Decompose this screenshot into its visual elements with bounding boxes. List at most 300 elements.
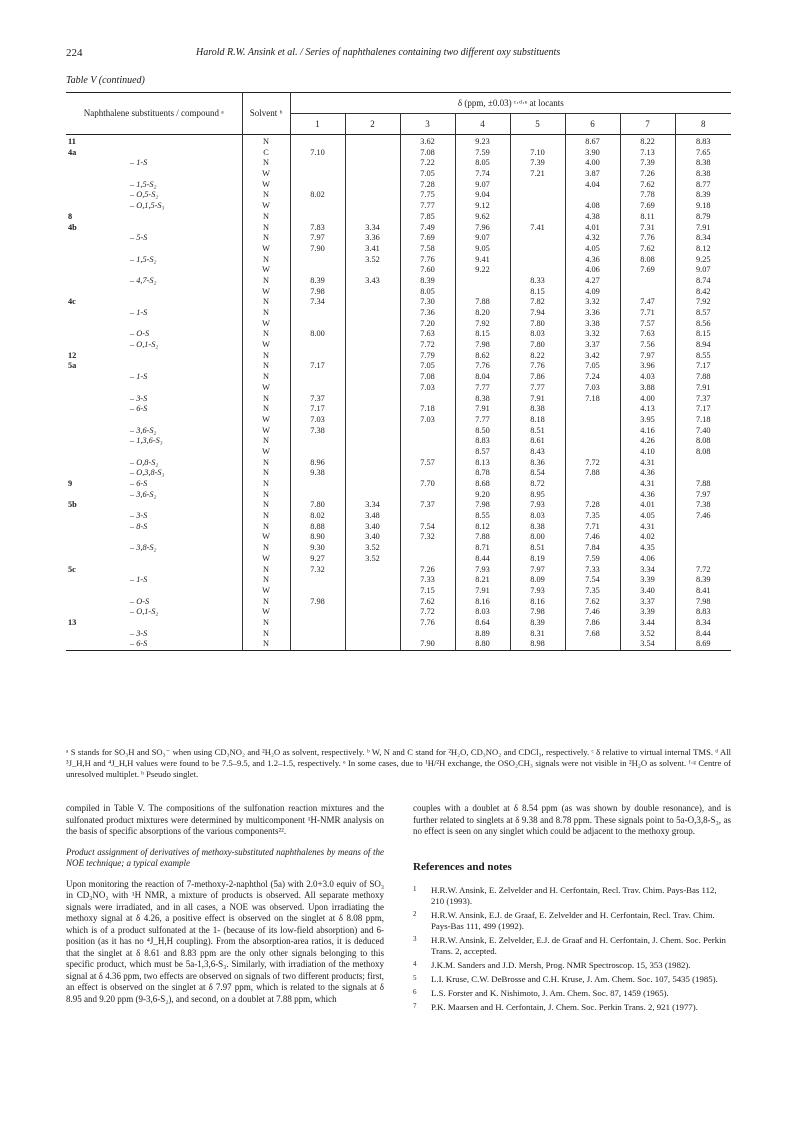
table-row: [66, 180, 731, 191]
shift-cell: 7.90: [290, 244, 345, 255]
solvent-cell: W: [242, 607, 290, 618]
shift-cell: [290, 479, 345, 490]
shift-cell: 7.76: [400, 618, 455, 629]
solvent-cell: N: [242, 629, 290, 640]
shift-cell: 7.38: [675, 500, 731, 511]
shift-cell: 7.41: [510, 223, 565, 234]
shift-cell: 7.98: [510, 607, 565, 618]
solvent-cell: N: [242, 468, 290, 479]
shift-cell: 8.43: [510, 447, 565, 458]
shift-cell: 8.03: [455, 607, 510, 618]
shift-cell: [345, 169, 400, 180]
shift-cell: 9.07: [675, 265, 731, 276]
substituent-cell: – 1,3,6-S₃: [130, 436, 163, 446]
header-locant: 5: [510, 114, 565, 135]
solvent-cell: N: [242, 135, 290, 148]
shift-cell: [345, 479, 400, 490]
shift-cell: 7.08: [400, 372, 455, 383]
shift-cell: 4.04: [565, 180, 620, 191]
shift-cell: 3.54: [620, 639, 675, 650]
compound-cell: [66, 340, 110, 351]
shift-cell: [345, 629, 400, 640]
shift-cell: [290, 340, 345, 351]
solvent-cell: W: [242, 287, 290, 298]
shift-cell: 8.77: [675, 180, 731, 191]
shift-cell: 3.34: [620, 565, 675, 576]
shift-cell: 7.18: [400, 404, 455, 415]
shift-cell: 7.80: [510, 319, 565, 330]
substituent-cell: [110, 447, 242, 458]
shift-cell: 8.16: [510, 597, 565, 608]
shift-cell: 8.34: [675, 233, 731, 244]
shift-cell: 3.90: [565, 148, 620, 159]
shift-cell: 4.16: [620, 426, 675, 437]
shift-cell: 7.79: [400, 351, 455, 362]
shift-cell: 9.20: [455, 490, 510, 501]
shift-cell: 9.25: [675, 255, 731, 266]
shift-cell: 7.46: [565, 532, 620, 543]
shift-cell: 4.10: [620, 447, 675, 458]
header-locant: 4: [455, 114, 510, 135]
shift-cell: 8.71: [455, 543, 510, 554]
shift-cell: [565, 639, 620, 650]
page-header: [66, 47, 726, 61]
shift-cell: 8.22: [620, 135, 675, 148]
shift-cell: [510, 212, 565, 223]
shift-cell: 8.02: [290, 190, 345, 201]
shift-cell: 8.94: [675, 340, 731, 351]
compound-cell: [66, 265, 110, 276]
substituent-cell: [110, 361, 242, 372]
compound-cell: 4a: [68, 147, 77, 157]
substituent-cell: [110, 135, 242, 148]
shift-cell: 4.36: [620, 490, 675, 501]
shift-cell: 7.56: [620, 340, 675, 351]
solvent-cell: N: [242, 404, 290, 415]
shift-cell: [400, 543, 455, 554]
shift-cell: 7.05: [565, 361, 620, 372]
table-row: [66, 308, 731, 319]
substituent-cell: – 3-S: [130, 393, 148, 403]
shift-cell: 7.65: [675, 148, 731, 159]
shift-cell: 8.74: [675, 276, 731, 287]
solvent-cell: N: [242, 511, 290, 522]
references-heading: References and notes: [413, 860, 512, 873]
shift-cell: 4.08: [565, 201, 620, 212]
compound-cell: 5c: [68, 564, 76, 574]
shift-cell: 7.90: [400, 639, 455, 650]
reference-number: 4: [413, 960, 417, 968]
table-row: [66, 169, 731, 180]
substituent-cell: [110, 148, 242, 159]
shift-cell: 7.77: [455, 383, 510, 394]
shift-cell: 3.52: [345, 255, 400, 266]
shift-cell: 7.54: [565, 575, 620, 586]
compound-cell: [66, 436, 110, 447]
shift-cell: [400, 629, 455, 640]
reference-text: H.R.W. Ansink, E. Zelvelder, E.J. de Graaf and H. Cerfontain, J. Chem. Soc. Perkin Trans. 2, accepted.: [431, 935, 726, 956]
shift-cell: 7.37: [290, 394, 345, 405]
shift-cell: 8.80: [455, 639, 510, 650]
shift-cell: [345, 308, 400, 319]
substituent-cell: – 3-S: [130, 628, 148, 638]
header-locant: 8: [675, 114, 731, 135]
body-paragraph: Upon monitoring the reaction of 7-methoxy-2-naphthol (5a) with 2.0+3.0 equiv of SO₃ in CD₃NO₂ with ¹H NMR, a mixture of products is observed. All separate methoxy signals were irradiated, and in all cases, a NOE was observed. Upon irradiating the methoxy signal at δ 4.26, a positive effect is observed on the singlet at δ 8.08 ppm, which is of a product sulfonated at the 1- (because of its low-field absorption) and 6-position (as it has no ⁴J_H,H coupling). From the absorption-area ratios, it is deduced that the singlet at δ 8.61 and 8.83 ppm are the only other signals belonging to this specific product, which must be 5a-1,3,6-S₃. Similarly, with irradiation of the methoxy signal at δ 4.36 ppm, two effects are observed on signals of two different products; first, an effect is observed on the singlet at δ 7.97 ppm, which is related to the signals at δ 8.95 and 9.20 ppm (9-3,6-S₂), and second, on a doublet at 7.88 ppm, which: [66, 878, 384, 1004]
header-locant: 2: [345, 114, 400, 135]
table-row: [66, 554, 731, 565]
shift-cell: 8.39: [510, 618, 565, 629]
shift-cell: 8.20: [455, 308, 510, 319]
shift-cell: 8.51: [510, 426, 565, 437]
shift-cell: 7.31: [620, 223, 675, 234]
table-row: [66, 135, 731, 148]
shift-cell: 8.55: [455, 511, 510, 522]
compound-cell: [66, 639, 110, 650]
shift-cell: 7.71: [565, 522, 620, 533]
table-row: [66, 404, 731, 415]
solvent-cell: N: [242, 458, 290, 469]
shift-cell: [345, 190, 400, 201]
shift-cell: 3.96: [620, 361, 675, 372]
nmr-table: [66, 92, 731, 651]
shift-cell: 3.32: [565, 329, 620, 340]
shift-cell: 7.85: [400, 212, 455, 223]
shift-cell: 7.30: [400, 297, 455, 308]
shift-cell: 9.27: [290, 554, 345, 565]
substituent-cell: [110, 586, 242, 597]
shift-cell: 8.05: [455, 158, 510, 169]
shift-cell: 9.07: [455, 180, 510, 191]
substituent-cell: – 5-S: [130, 233, 148, 243]
header-locant: 1: [290, 114, 345, 135]
shift-cell: [510, 135, 565, 148]
shift-cell: 4.31: [620, 458, 675, 469]
shift-cell: 7.62: [565, 597, 620, 608]
table-row: [66, 511, 731, 522]
table-row: [66, 383, 731, 394]
header-locant: 6: [565, 114, 620, 135]
shift-cell: [400, 447, 455, 458]
reference-number: 2: [413, 910, 417, 918]
shift-cell: 8.95: [510, 490, 565, 501]
table-row: [66, 233, 731, 244]
solvent-cell: N: [242, 479, 290, 490]
reference-text: L.I. Kruse, C.W. DeBrosse and C.H. Kruse, J. Am. Chem. Soc. 107, 5435 (1985).: [431, 974, 718, 984]
shift-cell: 4.36: [565, 255, 620, 266]
shift-cell: 7.68: [565, 629, 620, 640]
substituent-cell: – 3-S: [130, 511, 148, 521]
body-paragraph: couples with a doublet at δ 8.54 ppm (as was shown by double resonance), and is further related to singlets at δ 9.38 and 8.78 ppm. These signals point to 5a-O,3,8-S₃, as no effect is seen on any singlet which could be adjacent to the methoxy group.: [413, 803, 731, 836]
shift-cell: [400, 436, 455, 447]
shift-cell: 7.98: [675, 597, 731, 608]
shift-cell: [345, 575, 400, 586]
shift-cell: 7.97: [675, 490, 731, 501]
shift-cell: 3.52: [345, 543, 400, 554]
substituent-cell: – 1,5-S₂: [130, 179, 157, 189]
reference-item: [413, 974, 731, 985]
shift-cell: [290, 201, 345, 212]
reference-text: H.R.W. Ansink, E. Zelvelder and H. Cerfontain, Recl. Trav. Chim. Pays-Bas 112, 210 (1993).: [431, 885, 717, 906]
shift-cell: [345, 180, 400, 191]
table-row: [66, 148, 731, 159]
solvent-cell: N: [242, 255, 290, 266]
shift-cell: [675, 522, 731, 533]
shift-cell: [510, 244, 565, 255]
shift-cell: 8.39: [675, 575, 731, 586]
shift-cell: 3.34: [345, 223, 400, 234]
shift-cell: 7.69: [620, 201, 675, 212]
reference-list: [413, 885, 731, 1013]
substituent-cell: – 6-S: [130, 479, 148, 488]
shift-cell: 3.87: [565, 169, 620, 180]
table-row: [66, 244, 731, 255]
compound-cell: [66, 319, 110, 330]
compound-cell: [66, 543, 110, 554]
shift-cell: 8.67: [565, 135, 620, 148]
shift-cell: [290, 255, 345, 266]
shift-cell: 3.88: [620, 383, 675, 394]
shift-cell: 8.39: [290, 276, 345, 287]
compound-cell: 8: [68, 211, 73, 221]
substituent-cell: [110, 565, 242, 576]
shift-cell: 8.18: [510, 415, 565, 426]
shift-cell: 7.18: [675, 415, 731, 426]
shift-cell: 7.34: [290, 297, 345, 308]
shift-cell: 4.31: [620, 522, 675, 533]
shift-cell: 7.03: [290, 415, 345, 426]
solvent-cell: N: [242, 372, 290, 383]
table-row: [66, 329, 731, 340]
shift-cell: 7.91: [675, 223, 731, 234]
shift-cell: 7.77: [510, 383, 565, 394]
shift-cell: [290, 308, 345, 319]
compound-cell: 4c: [68, 297, 76, 307]
shift-cell: [345, 372, 400, 383]
compound-cell: [66, 383, 110, 394]
compound-cell: [66, 201, 110, 212]
shift-cell: [290, 169, 345, 180]
shift-cell: 7.97: [620, 351, 675, 362]
compound-cell: [66, 468, 110, 479]
reference-number: 3: [413, 935, 417, 943]
shift-cell: [345, 201, 400, 212]
shift-cell: 7.17: [675, 361, 731, 372]
shift-cell: [345, 329, 400, 340]
shift-cell: [510, 180, 565, 191]
shift-cell: 7.72: [565, 458, 620, 469]
shift-cell: 7.36: [400, 308, 455, 319]
shift-cell: 7.60: [400, 265, 455, 276]
compound-cell: 9: [68, 479, 73, 488]
solvent-cell: W: [242, 319, 290, 330]
table-row: [66, 415, 731, 426]
substituent-cell: [110, 351, 242, 362]
table-row: [66, 479, 731, 490]
shift-cell: 8.11: [620, 212, 675, 223]
solvent-cell: N: [242, 351, 290, 362]
shift-cell: 8.03: [510, 511, 565, 522]
table-row: [66, 629, 731, 640]
shift-cell: [290, 436, 345, 447]
shift-cell: 7.62: [620, 180, 675, 191]
shift-cell: [565, 436, 620, 447]
table-body: [66, 135, 731, 651]
shift-cell: 8.41: [675, 586, 731, 597]
compound-cell: [66, 255, 110, 266]
shift-cell: 7.05: [400, 361, 455, 372]
shift-cell: [345, 586, 400, 597]
substituent-cell: – O,8-S₂: [130, 457, 159, 467]
shift-cell: 8.09: [510, 575, 565, 586]
shift-cell: 7.40: [675, 426, 731, 437]
shift-cell: 7.78: [620, 190, 675, 201]
shift-cell: 7.91: [455, 586, 510, 597]
shift-cell: 7.22: [400, 158, 455, 169]
table-row: [66, 522, 731, 533]
reference-number: 7: [413, 1002, 417, 1010]
compound-cell: 5b: [68, 500, 77, 510]
substituent-cell: – 4,7-S₂: [130, 275, 157, 285]
solvent-cell: N: [242, 308, 290, 319]
header-solvent: Solvent ᵇ: [242, 93, 290, 135]
shift-cell: 4.00: [565, 158, 620, 169]
shift-cell: [345, 565, 400, 576]
shift-cell: 8.22: [510, 351, 565, 362]
shift-cell: 7.10: [290, 148, 345, 159]
compound-cell: [66, 458, 110, 469]
compound-cell: [66, 586, 110, 597]
shift-cell: 8.90: [290, 532, 345, 543]
compound-cell: [66, 554, 110, 565]
shift-cell: 4.06: [620, 554, 675, 565]
shift-cell: [345, 148, 400, 159]
shift-cell: 8.39: [675, 190, 731, 201]
table-row: [66, 394, 731, 405]
shift-cell: 8.39: [400, 276, 455, 287]
reference-number: 6: [413, 988, 417, 996]
shift-cell: 7.21: [510, 169, 565, 180]
shift-cell: 7.82: [510, 297, 565, 308]
shift-cell: [345, 490, 400, 501]
solvent-cell: W: [242, 169, 290, 180]
shift-cell: 7.62: [620, 244, 675, 255]
table-row: [66, 607, 731, 618]
shift-cell: 3.32: [565, 297, 620, 308]
shift-cell: 8.03: [510, 329, 565, 340]
shift-cell: 4.06: [565, 265, 620, 276]
table-row: [66, 319, 731, 330]
shift-cell: [565, 479, 620, 490]
solvent-cell: N: [242, 233, 290, 244]
shift-cell: [345, 415, 400, 426]
shift-cell: [345, 319, 400, 330]
shift-cell: 7.74: [455, 169, 510, 180]
solvent-cell: N: [242, 500, 290, 511]
shift-cell: 9.05: [455, 244, 510, 255]
compound-cell: [66, 447, 110, 458]
shift-cell: 3.37: [620, 597, 675, 608]
shift-cell: [345, 351, 400, 362]
shift-cell: 3.38: [565, 319, 620, 330]
shift-cell: 4.05: [565, 244, 620, 255]
shift-cell: [290, 135, 345, 148]
solvent-cell: N: [242, 597, 290, 608]
shift-cell: 3.39: [620, 607, 675, 618]
shift-cell: 7.49: [400, 223, 455, 234]
shift-cell: 7.39: [510, 158, 565, 169]
solvent-cell: W: [242, 244, 290, 255]
shift-cell: [510, 265, 565, 276]
shift-cell: 9.07: [455, 233, 510, 244]
reference-text: J.K.M. Sanders and J.D. Mersh, Prog. NMR Spectroscop. 15, 353 (1982).: [431, 960, 691, 970]
shift-cell: [565, 447, 620, 458]
shift-cell: 8.50: [455, 426, 510, 437]
shift-cell: 8.15: [510, 287, 565, 298]
shift-cell: [345, 340, 400, 351]
shift-cell: 7.91: [510, 394, 565, 405]
shift-cell: 7.75: [400, 190, 455, 201]
shift-cell: 8.62: [455, 351, 510, 362]
compound-cell: [66, 169, 110, 180]
shift-cell: 4.27: [565, 276, 620, 287]
solvent-cell: W: [242, 426, 290, 437]
solvent-cell: W: [242, 180, 290, 191]
shift-cell: 7.35: [565, 511, 620, 522]
substituent-cell: [110, 223, 242, 234]
shift-cell: 7.63: [620, 329, 675, 340]
shift-cell: 8.64: [455, 618, 510, 629]
compound-cell: [66, 532, 110, 543]
shift-cell: 7.03: [400, 415, 455, 426]
table-row: [66, 201, 731, 212]
shift-cell: 8.98: [510, 639, 565, 650]
shift-cell: [345, 639, 400, 650]
compound-cell: [66, 404, 110, 415]
solvent-cell: W: [242, 415, 290, 426]
solvent-cell: N: [242, 575, 290, 586]
shift-cell: [290, 319, 345, 330]
shift-cell: [345, 135, 400, 148]
shift-cell: 8.44: [455, 554, 510, 565]
shift-cell: 7.46: [565, 607, 620, 618]
shift-cell: 8.15: [675, 329, 731, 340]
shift-cell: [675, 532, 731, 543]
solvent-cell: W: [242, 265, 290, 276]
shift-cell: 3.62: [400, 135, 455, 148]
shift-cell: [510, 255, 565, 266]
solvent-cell: W: [242, 201, 290, 212]
shift-cell: [510, 233, 565, 244]
shift-cell: 7.76: [400, 255, 455, 266]
shift-cell: 8.02: [290, 511, 345, 522]
shift-cell: [565, 415, 620, 426]
shift-cell: 7.32: [290, 565, 345, 576]
shift-cell: [290, 383, 345, 394]
table-row: [66, 351, 731, 362]
shift-cell: [345, 287, 400, 298]
shift-cell: [345, 404, 400, 415]
compound-cell: [66, 244, 110, 255]
substituent-cell: – 1-S: [130, 308, 148, 317]
shift-cell: [455, 276, 510, 287]
shift-cell: [565, 404, 620, 415]
table-row: [66, 255, 731, 266]
solvent-cell: N: [242, 158, 290, 169]
shift-cell: [290, 607, 345, 618]
solvent-cell: N: [242, 639, 290, 650]
shift-cell: 8.38: [675, 169, 731, 180]
shift-cell: 3.34: [345, 500, 400, 511]
